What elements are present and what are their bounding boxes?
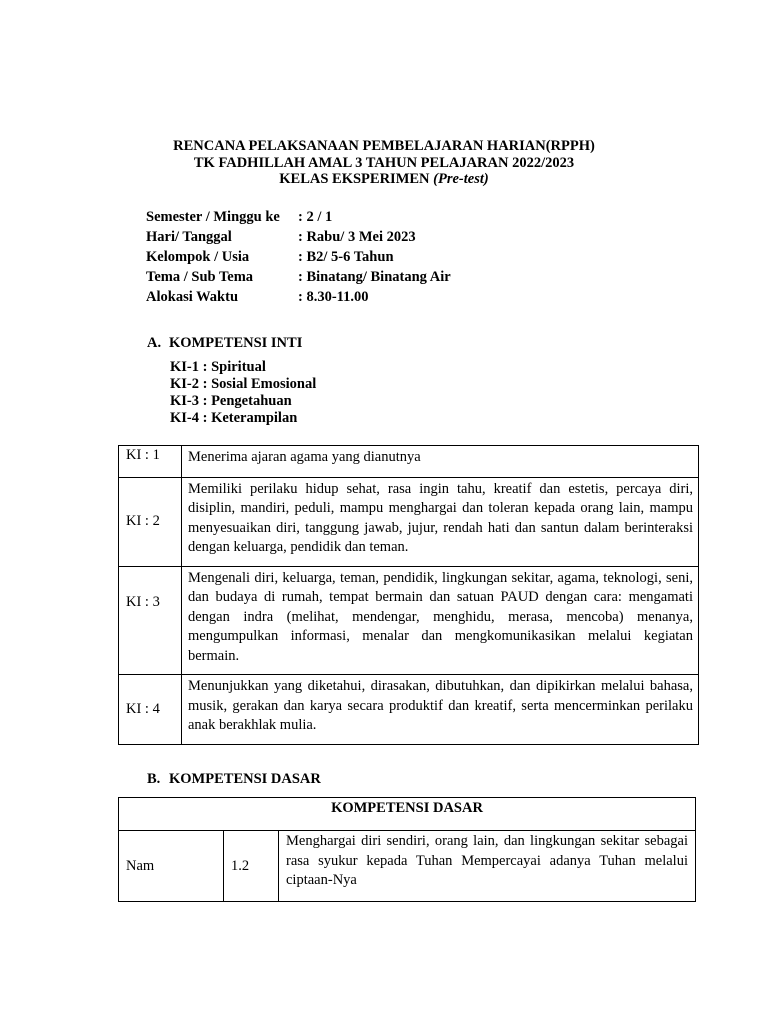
ki-list-item: KI-4 : Keterampilan	[170, 410, 298, 426]
ki-code: KI : 1	[126, 447, 160, 463]
kd-table-header: KOMPETENSI DASAR	[119, 798, 696, 831]
info-label: Hari/ Tanggal	[146, 229, 232, 245]
ki-list-item: KI-3 : Pengetahuan	[170, 393, 292, 409]
section-title: KOMPETENSI DASAR	[169, 771, 321, 787]
ki-code: KI : 3	[126, 594, 160, 611]
title-line-1: RENCANA PELAKSANAAN PEMBELAJARAN HARIAN(RPPH)	[173, 138, 595, 154]
title-line-2: TK FADHILLAH AMAL 3 TAHUN PELAJARAN 2022/2023	[193, 154, 575, 171]
info-row-date	[146, 227, 451, 247]
info-value: : 8.30-11.00	[298, 289, 369, 305]
info-label: Tema / Sub Tema	[146, 269, 254, 285]
document-title	[0, 138, 768, 188]
table-row	[119, 446, 699, 478]
info-row-theme	[146, 267, 451, 287]
ki-code-cell	[119, 675, 182, 745]
info-label: Kelompok / Usia	[146, 249, 250, 265]
ki-code: KI : 2	[126, 513, 160, 529]
table-row	[119, 566, 699, 675]
ki-code-cell	[119, 566, 182, 675]
ki-code-cell	[119, 446, 182, 478]
lesson-info	[146, 207, 451, 307]
ki-table	[118, 445, 699, 745]
ki-desc-cell: Menerima ajaran agama yang dianutnya	[182, 446, 699, 478]
table-row	[119, 477, 699, 566]
table-header-row	[119, 798, 696, 831]
ki-desc-cell: Mengenali diri, keluarga, teman, pendidik, lingkungan sekitar, agama, teknologi, seni, dan budaya di rumah, tempat bermain dan satuan PAUD dengan cara: mengamati dengan indra (melihat, mendengar, menghidu, merasa, mencoba) menanya, mengumpulkan informasi, menalar dan mengkomunikasikan melalui kegiatan bermain.	[182, 566, 699, 675]
info-value: : 2 / 1	[298, 209, 333, 225]
kd-table	[118, 797, 696, 902]
info-value: : B2/ 5-6 Tahun	[298, 249, 394, 265]
title-line-3-italic: (Pre-test)	[433, 171, 489, 187]
kd-desc-cell: Menghargai diri sendiri, orang lain, dan lingkungan sekitar sebagai rasa syukur kepada Tuhan Mempercayai adanya Tuhan melalui ciptaan-Nya	[279, 831, 696, 902]
kd-area-cell: Nam	[119, 831, 224, 902]
ki-desc-cell: Memiliki perilaku hidup sehat, rasa ingin tahu, kreatif dan estetis, percaya diri, disiplin, mandiri, peduli, mampu menghargai dan toleran kepada orang lain, mampu menyesuaikan diri, tanggung jawab, jujur, rendah hati dan santun dalam berinteraksi dengan keluarga, pendidik dan teman.	[182, 477, 699, 566]
section-heading-b	[147, 771, 321, 788]
info-label: Alokasi Waktu	[146, 289, 239, 305]
ki-list	[170, 359, 316, 427]
title-line-3	[0, 171, 768, 188]
ki-list-item: KI-1 : Spiritual	[170, 359, 266, 375]
info-row-semester	[146, 207, 451, 227]
section-letter: A.	[147, 335, 162, 351]
section-heading-a	[147, 335, 302, 352]
ki-code: KI : 4	[126, 700, 160, 717]
section-title: KOMPETENSI INTI	[169, 335, 303, 351]
ki-desc-cell: Menunjukkan yang diketahui, dirasakan, dibutuhkan, dan dipikirkan melalui bahasa, musik, gerakan dan karya secara produktif dan kreatif, serta mencerminkan perilaku anak berakhlak mulia.	[182, 675, 699, 745]
info-row-time	[146, 287, 451, 307]
info-row-group	[146, 247, 451, 267]
info-value: : Rabu/ 3 Mei 2023	[298, 229, 416, 245]
kd-code-cell: 1.2	[224, 831, 279, 902]
info-value: : Binatang/ Binatang Air	[298, 269, 451, 285]
section-letter: B.	[147, 771, 161, 787]
ki-code-cell	[119, 477, 182, 566]
title-line-3-main: KELAS EKSPERIMEN	[279, 171, 434, 187]
ki-list-item: KI-2 : Sosial Emosional	[170, 376, 317, 392]
table-row	[119, 675, 699, 745]
table-row	[119, 831, 696, 902]
info-label: Semester / Minggu ke	[146, 209, 280, 225]
